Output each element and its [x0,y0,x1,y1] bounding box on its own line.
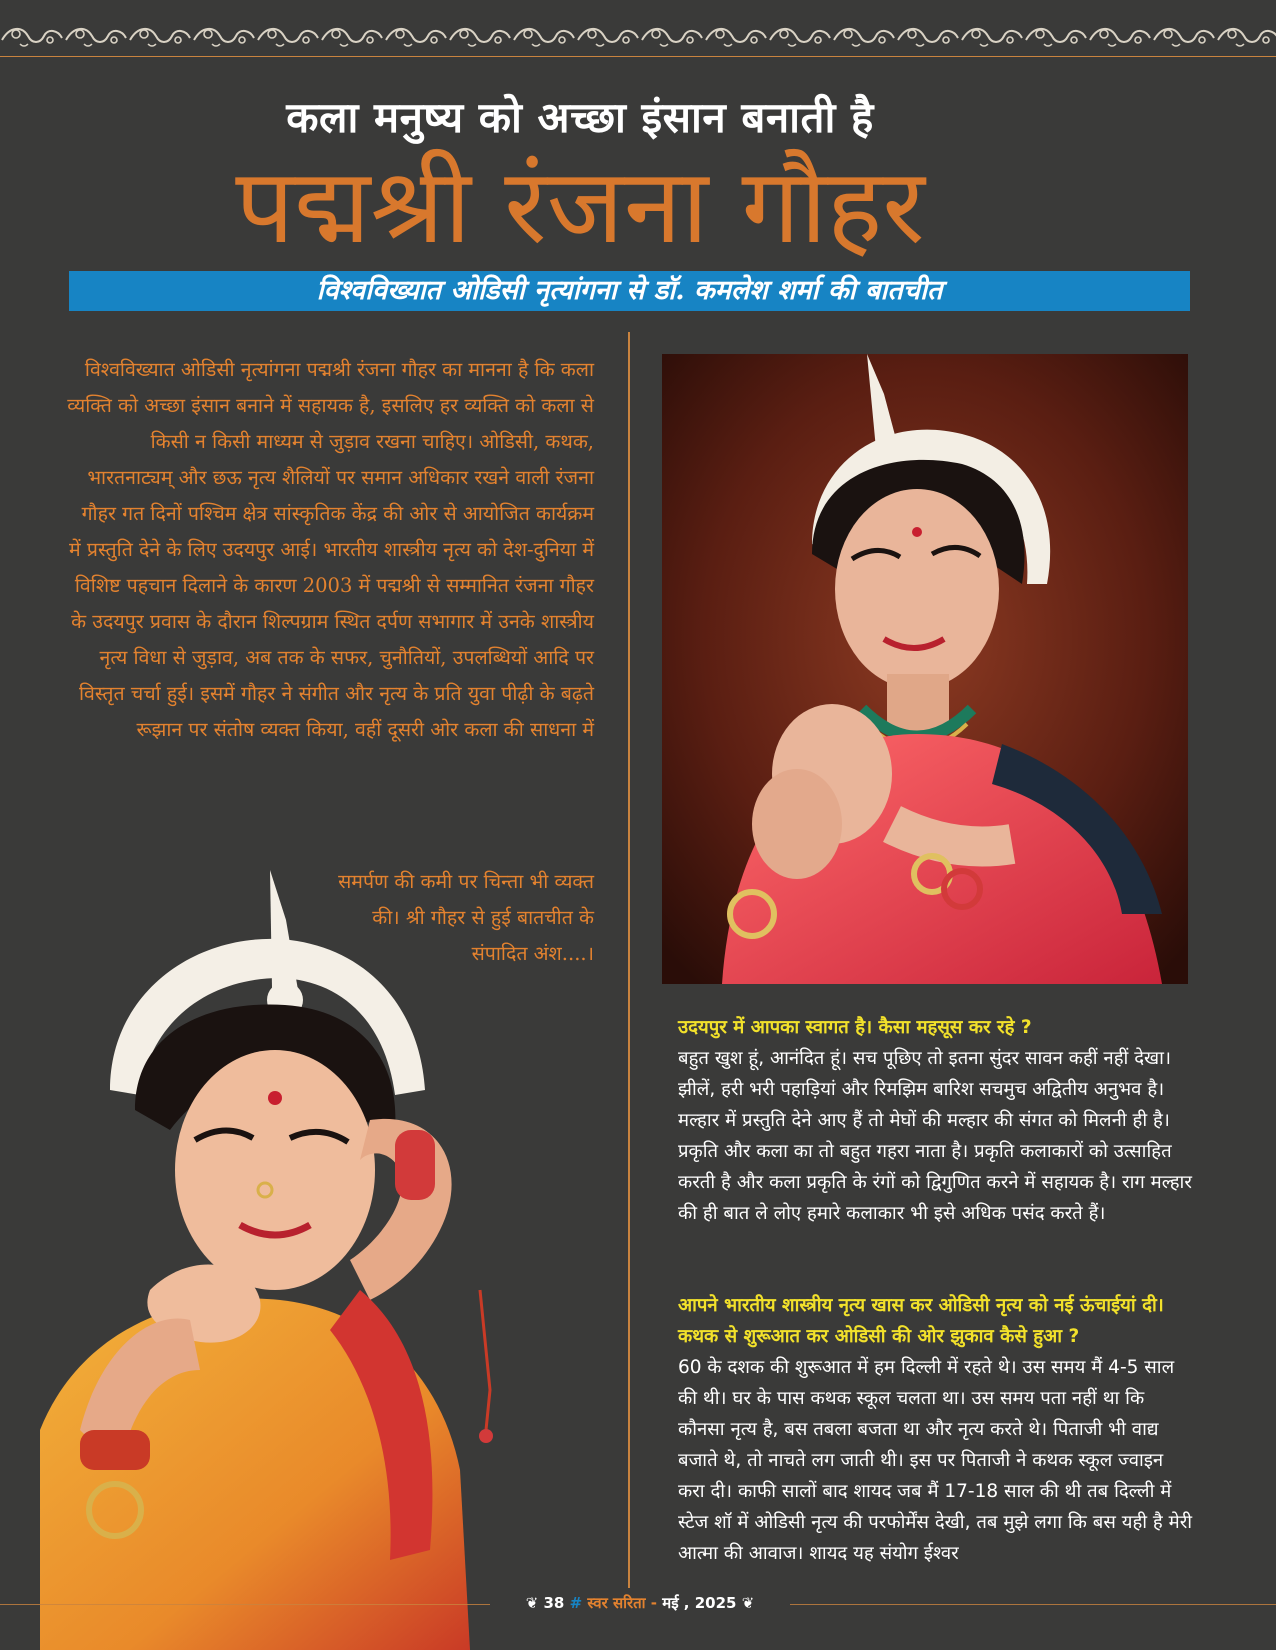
magazine-name: स्वर सरिता - [587,1594,657,1612]
ornament-border-icon [0,22,1276,52]
subheadline-band [69,271,1190,311]
intro-paragraph: विश्वविख्यात ओडिसी नृत्यांगना पद्मश्री रंजना गौहर का मानना है कि कला व्यक्ति को अच्छा इंसान बनाने में सहायक है, इसलिए हर व्यक्ति को कला से किसी न किसी माध्यम से जुड़ाव रखना चाहिए। ओडिसी, कथक, भारतनाट्यम् और छऊ नृत्य शैलियों पर समान अधिकार रखने वाली रंजना गौहर गत दिनों पश्चिम क्षेत्र सांस्कृतिक केंद्र की ओर से आयोजित कार्यक्रम में प्रस्तुति देने के लिए उदयपुर आई। भारतीय शास्त्रीय नृत्य को देश-दुनिया में विशिष्ट पहचान दिलाने के कारण 2003 में पद्मश्री से सम्मानित रंजना गौहर के उदयपुर प्रवास के दौरान शिल्पग्राम स्थित दर्पण सभागार में उनके शास्त्रीय नृत्य विधा से जुड़ाव, अब तक के सफर, चुनौतियों, उपलब्धियों आदि पर विस्तृत चर्चा हुई। इसमें गौहर ने संगीत और नृत्य के प्रति युवा पीढ़ी के बढ़ते रूझान पर संतोष व्यक्त किया, वहीं दूसरी ओर कला की साधना में [67,358,594,741]
page-footer [0,1582,1276,1622]
dancer-photo-right [662,354,1188,984]
decorative-top-border [0,0,1276,58]
page-title: पद्मश्री रंजना गौहर [235,145,925,267]
dancer-portrait-image [662,354,1188,984]
dancer-pose-image [40,870,560,1650]
flourish-icon: ❦ [525,1594,544,1612]
answer-2: 60 के दशक की शुरूआत में हम दिल्ली में रहते थे। उस समय मैं 4-5 साल की थी। घर के पास कथक स्कूल चलता था। उस समय पता नहीं था कि कौनसा नृत्य है, बस तबला बजता था और नृत्य करते थे। पिताजी भी वाद्य बजाते थे, तो नाचते लग जाती थी। इस पर पिताजी ने कथक स्कूल ज्वाइन करा दी। काफी सालों बाद शायद जब मैं 17-18 साल की थी तब दिल्ली में स्टेज शॉ में ओडिसी नृत्य की परफोर्मेंस देखी, तब मुझे लगा कि बस यही है मेरी आत्मा की आवाज। शायद यह संयोग ईश्वर [678,1357,1193,1564]
intro-paragraph-tail: समर्पण की कमी पर चिन्ता भी व्यक्त की। श्री गौहर से हुई बातचीत के संपादित अंश....। [338,870,594,965]
qa-block-1 [678,1012,1193,1229]
dancer-photo-left [40,870,560,1650]
top-rule [0,56,1276,57]
hash-separator: # [569,1594,583,1612]
question-2: आपने भारतीय शास्त्रीय नृत्य खास कर ओडिसी नृत्य को नई ऊंचाईयां दी। कथक से शुरूआत कर ओडिसी की ओर झुकाव कैसे हुआ ? [678,1295,1164,1347]
answer-1: बहुत खुश हूं, आनंदित हूं। सच पूछिए तो इतना सुंदर सावन कहीं नहीं देखा। झीलें, हरी भरी पहाड़ियां और रिमझिम बारिश सचमुच अद्वितीय अनुभव है। मल्हार में प्रस्तुति देने आए हैं तो मेघों की मल्हार की संगत को मिलनी ही है। प्रकृति और कला का तो बहुत गहरा नाता है। प्रकृति कलाकारों को उत्साहित करती है और कला प्रकृति के रंगों को द्विगुणित करने में सहायक है। राग मल्हार की ही बात ले लोए हमारे कलाकार भी इसे अधिक पसंद करते हैं। [678,1048,1192,1224]
folio [490,1588,790,1618]
flourish-icon: ❦ [741,1594,755,1612]
kicker-heading: कला मनुष्य को अच्छा इंसान बनाती है [286,93,874,142]
issue-date: मई , 2025 [662,1594,737,1612]
qa-block-2 [678,1290,1193,1569]
column-divider [628,332,630,1602]
page-number: 38 [543,1594,565,1612]
question-1: उदयपुर में आपका स्वागत है। कैसा महसूस कर रहे ? [678,1017,1032,1038]
subheadline: विश्वविख्यात ओडिसी नृत्यांगना से डॉ. कमलेश शर्मा की बातचीत [316,275,943,306]
